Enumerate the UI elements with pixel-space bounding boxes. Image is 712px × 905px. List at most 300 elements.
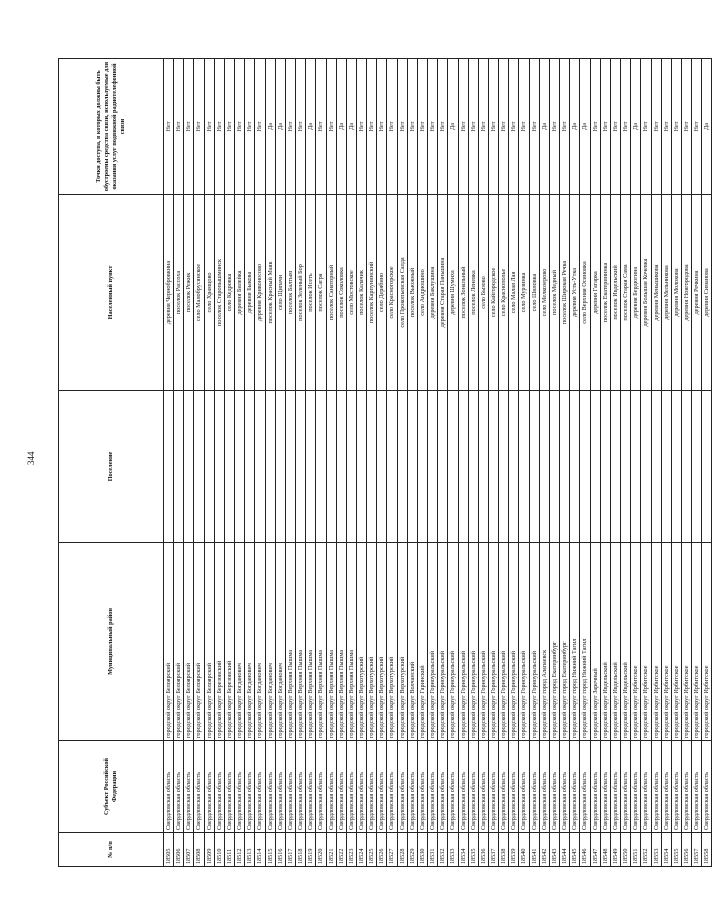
district-cell: городской округ Горноуральский (509, 543, 519, 741)
settlement-cell (346, 391, 356, 543)
table-body (164, 59, 712, 867)
settlement-cell (387, 391, 397, 543)
subject-cell: Свердловская область (549, 741, 559, 833)
subject-cell: Свердловская область (509, 741, 519, 833)
district-cell: городской округ Верхотурский (367, 543, 377, 741)
subject-cell: Свердловская область (306, 741, 316, 833)
district-cell: городской округ Горноуральский (499, 543, 509, 741)
row-number: 18520 (316, 833, 326, 867)
row-number: 18534 (458, 833, 468, 867)
subject-cell: Свердловская область (570, 741, 580, 833)
header-district: Муниципальный район (59, 543, 164, 741)
table-row (417, 59, 427, 867)
access-point-cell: Нет (356, 59, 366, 195)
access-point-cell: Нет (316, 59, 326, 195)
access-point-cell: Нет (407, 59, 417, 195)
settlement-cell (519, 391, 529, 543)
locality-cell: деревня Усть-Утка (570, 195, 580, 391)
table-row (428, 59, 438, 867)
row-number: 18548 (600, 833, 610, 867)
table-row (184, 59, 194, 867)
subject-cell: Свердловская область (387, 741, 397, 833)
district-cell: городской округ Горноуральский (478, 543, 488, 741)
access-point-cell: Нет (296, 59, 306, 195)
district-cell: городской округ Богданович (255, 543, 265, 741)
settlement-cell (702, 391, 712, 543)
district-cell: городской округ Ирбитское (651, 543, 661, 741)
settlement-cell (316, 391, 326, 543)
row-number: 18542 (539, 833, 549, 867)
subject-cell: Свердловская область (519, 741, 529, 833)
district-cell: городской округ город Нижний Тагил (570, 543, 580, 741)
access-point-cell: Нет (692, 59, 702, 195)
table-row (499, 59, 509, 867)
subject-cell: Свердловская область (671, 741, 681, 833)
row-number: 18554 (661, 833, 671, 867)
row-number: 18546 (580, 833, 590, 867)
access-point-cell: Нет (235, 59, 245, 195)
subject-cell: Свердловская область (448, 741, 458, 833)
table-row (519, 59, 529, 867)
district-cell: городской округ Белоярский (204, 543, 214, 741)
row-number: 18551 (631, 833, 641, 867)
table-row (468, 59, 478, 867)
access-point-cell: Нет (174, 59, 184, 195)
access-point-cell: Нет (164, 59, 174, 195)
table-row (326, 59, 336, 867)
table-row (306, 59, 316, 867)
settlement-cell (285, 391, 295, 543)
locality-cell: село Дерябино (377, 195, 387, 391)
district-cell: городской округ город Екатеринбург (560, 543, 570, 741)
settlement-cell (651, 391, 661, 543)
subject-cell: Свердловская область (245, 741, 255, 833)
district-cell: городской округ Горноуральский (448, 543, 458, 741)
subject-cell: Свердловская область (356, 741, 366, 833)
row-number: 18555 (671, 833, 681, 867)
header-access-point: Точки доступа, в которых должны быть обустроены средства связи, используемые для оказания услуг подвижной радиотелефонной связи (59, 59, 164, 195)
row-number: 18545 (570, 833, 580, 867)
locality-cell: село Кайгородское (489, 195, 499, 391)
locality-cell: село Кедровка (224, 195, 234, 391)
table-row (316, 59, 326, 867)
subject-cell: Свердловская область (651, 741, 661, 833)
district-cell: городской округ Белоярский (174, 543, 184, 741)
table-row (164, 59, 174, 867)
header-settlement: Поселение (59, 391, 164, 543)
settlement-cell (296, 391, 306, 543)
district-cell: городской округ Горноуральский (529, 543, 539, 741)
locality-cell: поселок Соколовка (336, 195, 346, 391)
row-number: 18527 (387, 833, 397, 867)
access-point-cell: Нет (204, 59, 214, 195)
district-cell: городской округ Богданович (275, 543, 285, 741)
table-row (377, 59, 387, 867)
table-row (387, 59, 397, 867)
subject-cell: Свердловская область (458, 741, 468, 833)
locality-cell: поселок Сагра (316, 195, 326, 391)
row-number: 18518 (296, 833, 306, 867)
access-point-cell: Нет (661, 59, 671, 195)
subject-cell: Свердловская область (641, 741, 651, 833)
row-number: 18543 (549, 833, 559, 867)
access-point-cell: Да (275, 59, 285, 195)
locality-cell: село Мурзинка (519, 195, 529, 391)
locality-cell: поселок Ивдельский (610, 195, 620, 391)
access-point-cell: Нет (438, 59, 448, 195)
subject-cell: Свердловская область (367, 741, 377, 833)
settlement-cell (377, 391, 387, 543)
access-point-cell: Нет (549, 59, 559, 195)
district-cell: городской округ Горноуральский (519, 543, 529, 741)
locality-cell: село Мелкозерово (539, 195, 549, 391)
settlement-cell (336, 391, 346, 543)
locality-cell: поселок Зеленый Бор (296, 195, 306, 391)
settlement-cell (631, 391, 641, 543)
row-number: 18530 (417, 833, 427, 867)
district-cell: городской округ Ивдельский (621, 543, 631, 741)
locality-cell: деревня Старая Паньшина (438, 195, 448, 391)
subject-cell: Свердловская область (468, 741, 478, 833)
access-point-cell: Нет (377, 59, 387, 195)
access-point-cell: Нет (590, 59, 600, 195)
row-number: 18506 (174, 833, 184, 867)
district-cell: городской округ Ирбитское (631, 543, 641, 741)
settlement-cell (539, 391, 549, 543)
table-row (174, 59, 184, 867)
row-number: 18528 (397, 833, 407, 867)
district-cell: городской округ Богданович (235, 543, 245, 741)
access-point-cell: Нет (184, 59, 194, 195)
row-number: 18533 (448, 833, 458, 867)
settlement-cell (174, 391, 184, 543)
row-number: 18509 (204, 833, 214, 867)
access-point-cell: Нет (529, 59, 539, 195)
access-point-cell: Нет (224, 59, 234, 195)
table-row (621, 59, 631, 867)
subject-cell: Свердловская область (326, 741, 336, 833)
row-number: 18515 (265, 833, 275, 867)
table-row (671, 59, 681, 867)
page-number: 344 (26, 451, 36, 465)
district-cell: городской округ Заречный (590, 543, 600, 741)
table-row (255, 59, 265, 867)
district-cell: городской округ Ирбитское (641, 543, 651, 741)
district-cell: городской округ Ирбитское (692, 543, 702, 741)
table-row (204, 59, 214, 867)
access-point-cell: Нет (397, 59, 407, 195)
district-cell: городской округ Верхотурский (397, 543, 407, 741)
locality-cell: поселок Карпунинский (367, 195, 377, 391)
locality-cell: поселок Вьюжный (407, 195, 417, 391)
subject-cell: Свердловская область (265, 741, 275, 833)
subject-cell: Свердловская область (600, 741, 610, 833)
table-row (702, 59, 712, 867)
subject-cell: Свердловская область (610, 741, 620, 833)
table-header-row (59, 59, 164, 867)
access-point-cell: Да (702, 59, 712, 195)
locality-cell: деревня Баклушина (428, 195, 438, 391)
table-row (235, 59, 245, 867)
district-cell: городской округ Богданович (245, 543, 255, 741)
locality-cell: село Щипачи (275, 195, 285, 391)
subject-cell: Свердловская область (336, 741, 346, 833)
access-point-cell: Да (265, 59, 275, 195)
district-cell: городской округ Горноуральский (468, 543, 478, 741)
settlement-cell (590, 391, 600, 543)
access-point-cell: Нет (509, 59, 519, 195)
table-row (397, 59, 407, 867)
subject-cell: Свердловская область (580, 741, 590, 833)
table-row (296, 59, 306, 867)
access-point-cell: Да (346, 59, 356, 195)
district-cell: городской округ город Екатеринбург (549, 543, 559, 741)
settlement-cell (356, 391, 366, 543)
table-row (610, 59, 620, 867)
access-point-cell: Нет (367, 59, 377, 195)
row-number: 18553 (651, 833, 661, 867)
locality-cell: деревня Мельникова (661, 195, 671, 391)
row-number: 18514 (255, 833, 265, 867)
row-number: 18532 (438, 833, 448, 867)
settlement-cell (499, 391, 509, 543)
access-point-cell: Нет (214, 59, 224, 195)
row-number: 18521 (326, 833, 336, 867)
access-point-cell: Нет (285, 59, 295, 195)
district-cell: городской округ Верхотурский (356, 543, 366, 741)
table-row (275, 59, 285, 867)
district-cell: городской округ Белоярский (184, 543, 194, 741)
settlement-cell (448, 391, 458, 543)
subject-cell: Свердловская область (164, 741, 174, 833)
district-cell: городской округ Верхняя Пышма (336, 543, 346, 741)
settlement-cell (245, 391, 255, 543)
locality-cell: поселок Медный (549, 195, 559, 391)
settlement-cell (265, 391, 275, 543)
locality-cell: село Прокопьевская Салда (397, 195, 407, 391)
locality-cell: село Верхняя Осиновка (580, 195, 590, 391)
subject-cell: Свердловская область (204, 741, 214, 833)
locality-cell: село Храмцово (204, 195, 214, 391)
locality-cell: деревня Шумиха (448, 195, 458, 391)
row-number: 18557 (692, 833, 702, 867)
table-row (448, 59, 458, 867)
access-point-cell: Да (539, 59, 549, 195)
table-row (214, 59, 224, 867)
subject-cell: Свердловская область (285, 741, 295, 833)
row-number: 18529 (407, 833, 417, 867)
access-point-cell: Нет (417, 59, 427, 195)
locality-cell: село Красногорское (387, 195, 397, 391)
district-cell: городской округ Ивдельский (610, 543, 620, 741)
district-cell: городской округ Верхотурский (387, 543, 397, 741)
header-locality: Населенный пункт (59, 195, 164, 391)
settlement-cell (275, 391, 285, 543)
settlement-cell (235, 391, 245, 543)
table-row (438, 59, 448, 867)
locality-cell: деревня Кривоносово (255, 195, 265, 391)
row-number: 18507 (184, 833, 194, 867)
settlement-cell (489, 391, 499, 543)
settlement-cell (661, 391, 671, 543)
access-point-cell: Нет (194, 59, 204, 195)
district-cell: городской округ Ирбитское (671, 543, 681, 741)
access-point-cell: Нет (255, 59, 265, 195)
locality-cell: деревня Бердюгина (631, 195, 641, 391)
table-row (692, 59, 702, 867)
settlement-cell (255, 391, 265, 543)
settlement-cell (184, 391, 194, 543)
settlement-cell (600, 391, 610, 543)
subject-cell: Свердловская область (316, 741, 326, 833)
row-number: 18524 (356, 833, 366, 867)
table-row (265, 59, 275, 867)
subject-cell: Свердловская область (529, 741, 539, 833)
table-row (631, 59, 641, 867)
row-number: 18539 (509, 833, 519, 867)
settlement-cell (610, 391, 620, 543)
district-cell: городской округ Ивдельский (600, 543, 610, 741)
row-number: 18538 (499, 833, 509, 867)
row-number: 18522 (336, 833, 346, 867)
subject-cell: Свердловская область (539, 741, 549, 833)
settlement-cell (692, 391, 702, 543)
access-point-cell: Нет (387, 59, 397, 195)
district-cell: городской округ Богданович (265, 543, 275, 741)
district-cell: городской округ Верхняя Пышма (296, 543, 306, 741)
settlement-cell (549, 391, 559, 543)
settlement-cell (621, 391, 631, 543)
district-cell: городской округ город Алапаевск (539, 543, 549, 741)
district-cell: городской округ Верхняя Пышма (285, 543, 295, 741)
settlement-cell (641, 391, 651, 543)
access-point-cell: Нет (641, 59, 651, 195)
locality-cell: поселок Калачик (356, 195, 366, 391)
locality-cell: деревня Речкина (692, 195, 702, 391)
row-number: 18513 (245, 833, 255, 867)
district-cell: городской округ Березовский (224, 543, 234, 741)
district-cell: городской округ Гаринский (417, 543, 427, 741)
settlement-cell (428, 391, 438, 543)
row-number: 18511 (224, 833, 234, 867)
table-row (458, 59, 468, 867)
row-number: 18519 (306, 833, 316, 867)
access-point-cell: Нет (326, 59, 336, 195)
locality-cell: поселок Леневка (468, 195, 478, 391)
district-cell: городской округ Волчанский (407, 543, 417, 741)
district-cell: городской округ Горноуральский (428, 543, 438, 741)
subject-cell: Свердловская область (499, 741, 509, 833)
settlement-cell (367, 391, 377, 543)
settlement-cell (204, 391, 214, 543)
district-cell: городской округ Белоярский (194, 543, 204, 741)
table-row (478, 59, 488, 867)
table-row (570, 59, 580, 867)
district-cell: городской округ Березовский (214, 543, 224, 741)
table-row (539, 59, 549, 867)
locality-cell: село Малобрусянское (194, 195, 204, 391)
subject-cell: Свердловская область (296, 741, 306, 833)
subject-cell: Свердловская область (397, 741, 407, 833)
table-row (285, 59, 295, 867)
district-cell: городской округ Белоярский (164, 543, 174, 741)
subject-cell: Свердловская область (478, 741, 488, 833)
table-row (549, 59, 559, 867)
subject-cell: Свердловская область (661, 741, 671, 833)
locality-cell: село Андрюшино (417, 195, 427, 391)
row-number: 18549 (610, 833, 620, 867)
access-point-cell: Нет (610, 59, 620, 195)
table-row (529, 59, 539, 867)
subject-cell: Свердловская область (692, 741, 702, 833)
access-point-cell: Нет (560, 59, 570, 195)
subject-cell: Свердловская область (631, 741, 641, 833)
access-point-cell: Да (570, 59, 580, 195)
subject-cell: Свердловская область (417, 741, 427, 833)
row-number: 18536 (478, 833, 488, 867)
locality-cell: село Мостовское (346, 195, 356, 391)
table-row (590, 59, 600, 867)
row-number: 18552 (641, 833, 651, 867)
locality-cell: поселок Старопышминск (214, 195, 224, 391)
district-cell: городской округ город Нижний Тагил (580, 543, 590, 741)
locality-cell: поселок Красный Маяк (265, 195, 275, 391)
table-row (600, 59, 610, 867)
district-cell: городской округ Горноуральский (489, 543, 499, 741)
table-row (509, 59, 519, 867)
locality-cell: деревня Молокова (671, 195, 681, 391)
locality-cell: деревня Билейка (235, 195, 245, 391)
row-number: 18547 (590, 833, 600, 867)
row-number: 18541 (529, 833, 539, 867)
access-point-cell: Нет (489, 59, 499, 195)
row-number: 18523 (346, 833, 356, 867)
locality-cell: поселок Санаторный (326, 195, 336, 391)
table-row (681, 59, 691, 867)
row-number: 18550 (621, 833, 631, 867)
row-number: 18544 (560, 833, 570, 867)
access-point-cell: Нет (499, 59, 509, 195)
row-number: 18508 (194, 833, 204, 867)
settlement-cell (194, 391, 204, 543)
locality-table (58, 58, 712, 867)
access-point-cell: Да (580, 59, 590, 195)
settlement-cell (438, 391, 448, 543)
access-point-cell: Нет (681, 59, 691, 195)
access-point-cell: Нет (651, 59, 661, 195)
settlement-cell (671, 391, 681, 543)
settlement-cell (478, 391, 488, 543)
access-point-cell: Нет (478, 59, 488, 195)
row-number: 18535 (468, 833, 478, 867)
table-row (661, 59, 671, 867)
settlement-cell (397, 391, 407, 543)
locality-cell: поселок Екатерининка (600, 195, 610, 391)
table-row (651, 59, 661, 867)
locality-cell: поселок Рассоха (174, 195, 184, 391)
settlement-cell (570, 391, 580, 543)
district-cell: городской округ Верхняя Пышма (346, 543, 356, 741)
district-cell: городской округ Верхотурский (377, 543, 387, 741)
settlement-cell (224, 391, 234, 543)
locality-cell: поселок Широкая Речка (560, 195, 570, 391)
settlement-cell (468, 391, 478, 543)
subject-cell: Свердловская область (621, 741, 631, 833)
subject-cell: Свердловская область (235, 741, 245, 833)
subject-cell: Свердловская область (438, 741, 448, 833)
locality-cell: поселок Режик (184, 195, 194, 391)
subject-cell: Свердловская область (560, 741, 570, 833)
